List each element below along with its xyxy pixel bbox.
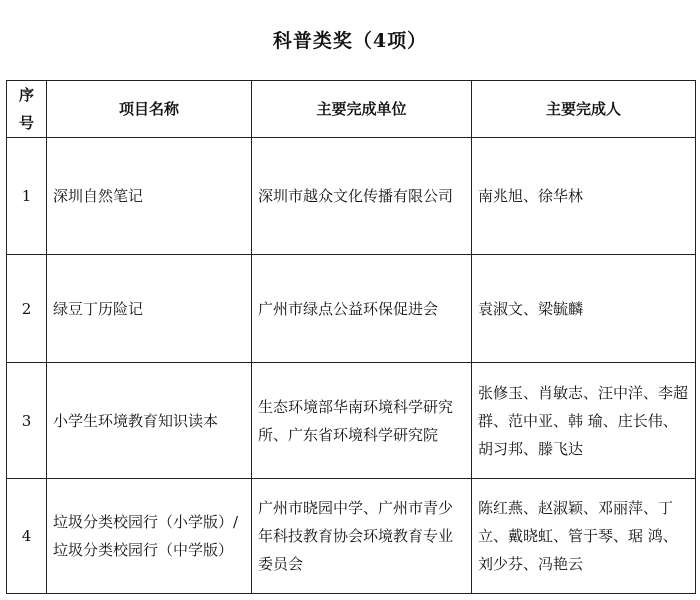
cell-unit: 深圳市越众文化传播有限公司 [252,138,472,255]
cell-unit: 生态环境部华南环境科学研究所、广东省环境科学研究院 [252,363,472,479]
cell-project: 小学生环境教育知识读本 [47,363,252,479]
header-unit: 主要完成单位 [252,81,472,138]
awards-table [6,80,696,594]
table-row [7,255,696,363]
cell-project: 绿豆丁历险记 [47,255,252,363]
cell-people: 陈红燕、赵淑颖、邓丽萍、丁 立、戴晓虹、管于琴、琚 鸿、刘少芬、冯艳云 [472,479,696,594]
page-title: 科普类奖（4项） [272,30,428,52]
cell-index: 4 [7,479,47,594]
cell-project: 深圳自然笔记 [47,138,252,255]
cell-project: 垃圾分类校园行（小学版）/垃圾分类校园行（中学版） [47,479,252,594]
table-header-row [7,81,696,138]
table-row [7,138,696,255]
cell-people: 南兆旭、徐华林 [472,138,696,255]
header-index: 序号 [7,81,47,138]
cell-index: 3 [7,363,47,479]
header-project: 项目名称 [47,81,252,138]
header-people: 主要完成人 [472,81,696,138]
table-row [7,363,696,479]
cell-unit: 广州市绿点公益环保促进会 [252,255,472,363]
cell-index: 2 [7,255,47,363]
cell-unit: 广州市晓园中学、广州市青少年科技教育协会环境教育专业委员会 [252,479,472,594]
cell-people: 张修玉、肖敏志、汪中洋、李超群、范中亚、韩 瑜、庄长伟、胡习邦、滕飞达 [472,363,696,479]
cell-index: 1 [7,138,47,255]
table-row [7,479,696,594]
cell-people: 袁淑文、梁毓麟 [472,255,696,363]
